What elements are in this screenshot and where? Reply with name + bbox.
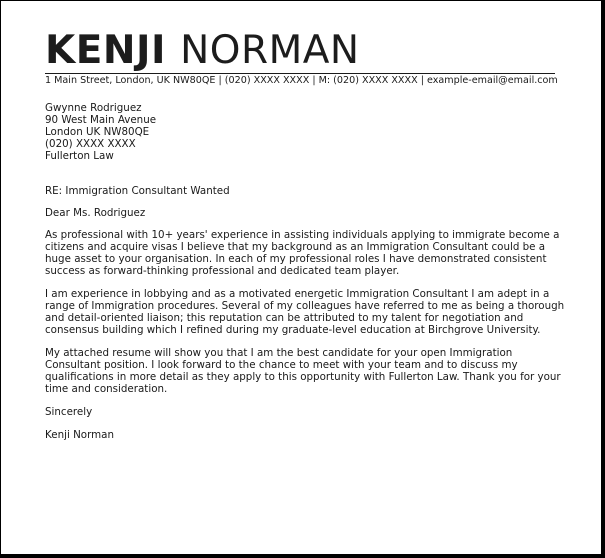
paragraph-3: My attached resume will show you that I am the best candidate for your open Immigration Consultant position. I look forward to the chance to meet with your team and to discuss my qualifications in more detail as they apply to this opportunity with Fullerton Law. Thank you for your time and consideration. <box>45 347 561 395</box>
closing: Sincerely <box>45 406 93 418</box>
salutation: Dear Ms. Rodriguez <box>45 207 146 219</box>
recipient-city: London UK NW80QE <box>45 126 150 138</box>
paragraph-1: As professional with 10+ years' experience in assisting individuals applying to immigrate become a citizens and acquire visas I believe that my background as an Immigration Consultant could be a huge asset to your organisation. In each of my professional roles I have demonstrated consistent success as forward-thinking professional and dedicated team player. <box>45 229 560 277</box>
paragraph-2: I am experience in lobbying and as a motivated energetic Immigration Consultant I am adept in a range of Immigration procedures. Several of my colleagues have referred to me as being a thorough and detail-oriented liaison; this reputation can be attributed to my talent for negotiation and consensus building which I refined during my graduate-level education at Birchgrove University. <box>45 288 565 336</box>
sender-last-name: NORMAN <box>180 28 360 73</box>
recipient-phone: (020) XXXX XXXX <box>45 138 136 150</box>
signature-name: Kenji Norman <box>45 429 115 441</box>
sender-contact-line: 1 Main Street, London, UK NW80QE | (020) XXXX XXXX | M: (020) XXXX XXXX | example-email@email.com <box>45 75 558 86</box>
recipient-street: 90 West Main Avenue <box>45 114 157 126</box>
recipient-name: Gwynne Rodriguez <box>45 102 142 114</box>
sender-name <box>45 28 581 73</box>
recipient-company: Fullerton Law <box>45 150 114 162</box>
recipient-address <box>45 102 581 162</box>
sender-first-name: KENJI <box>45 28 167 73</box>
letter-body <box>45 102 581 441</box>
subject-line: RE: Immigration Consultant Wanted <box>45 185 230 197</box>
